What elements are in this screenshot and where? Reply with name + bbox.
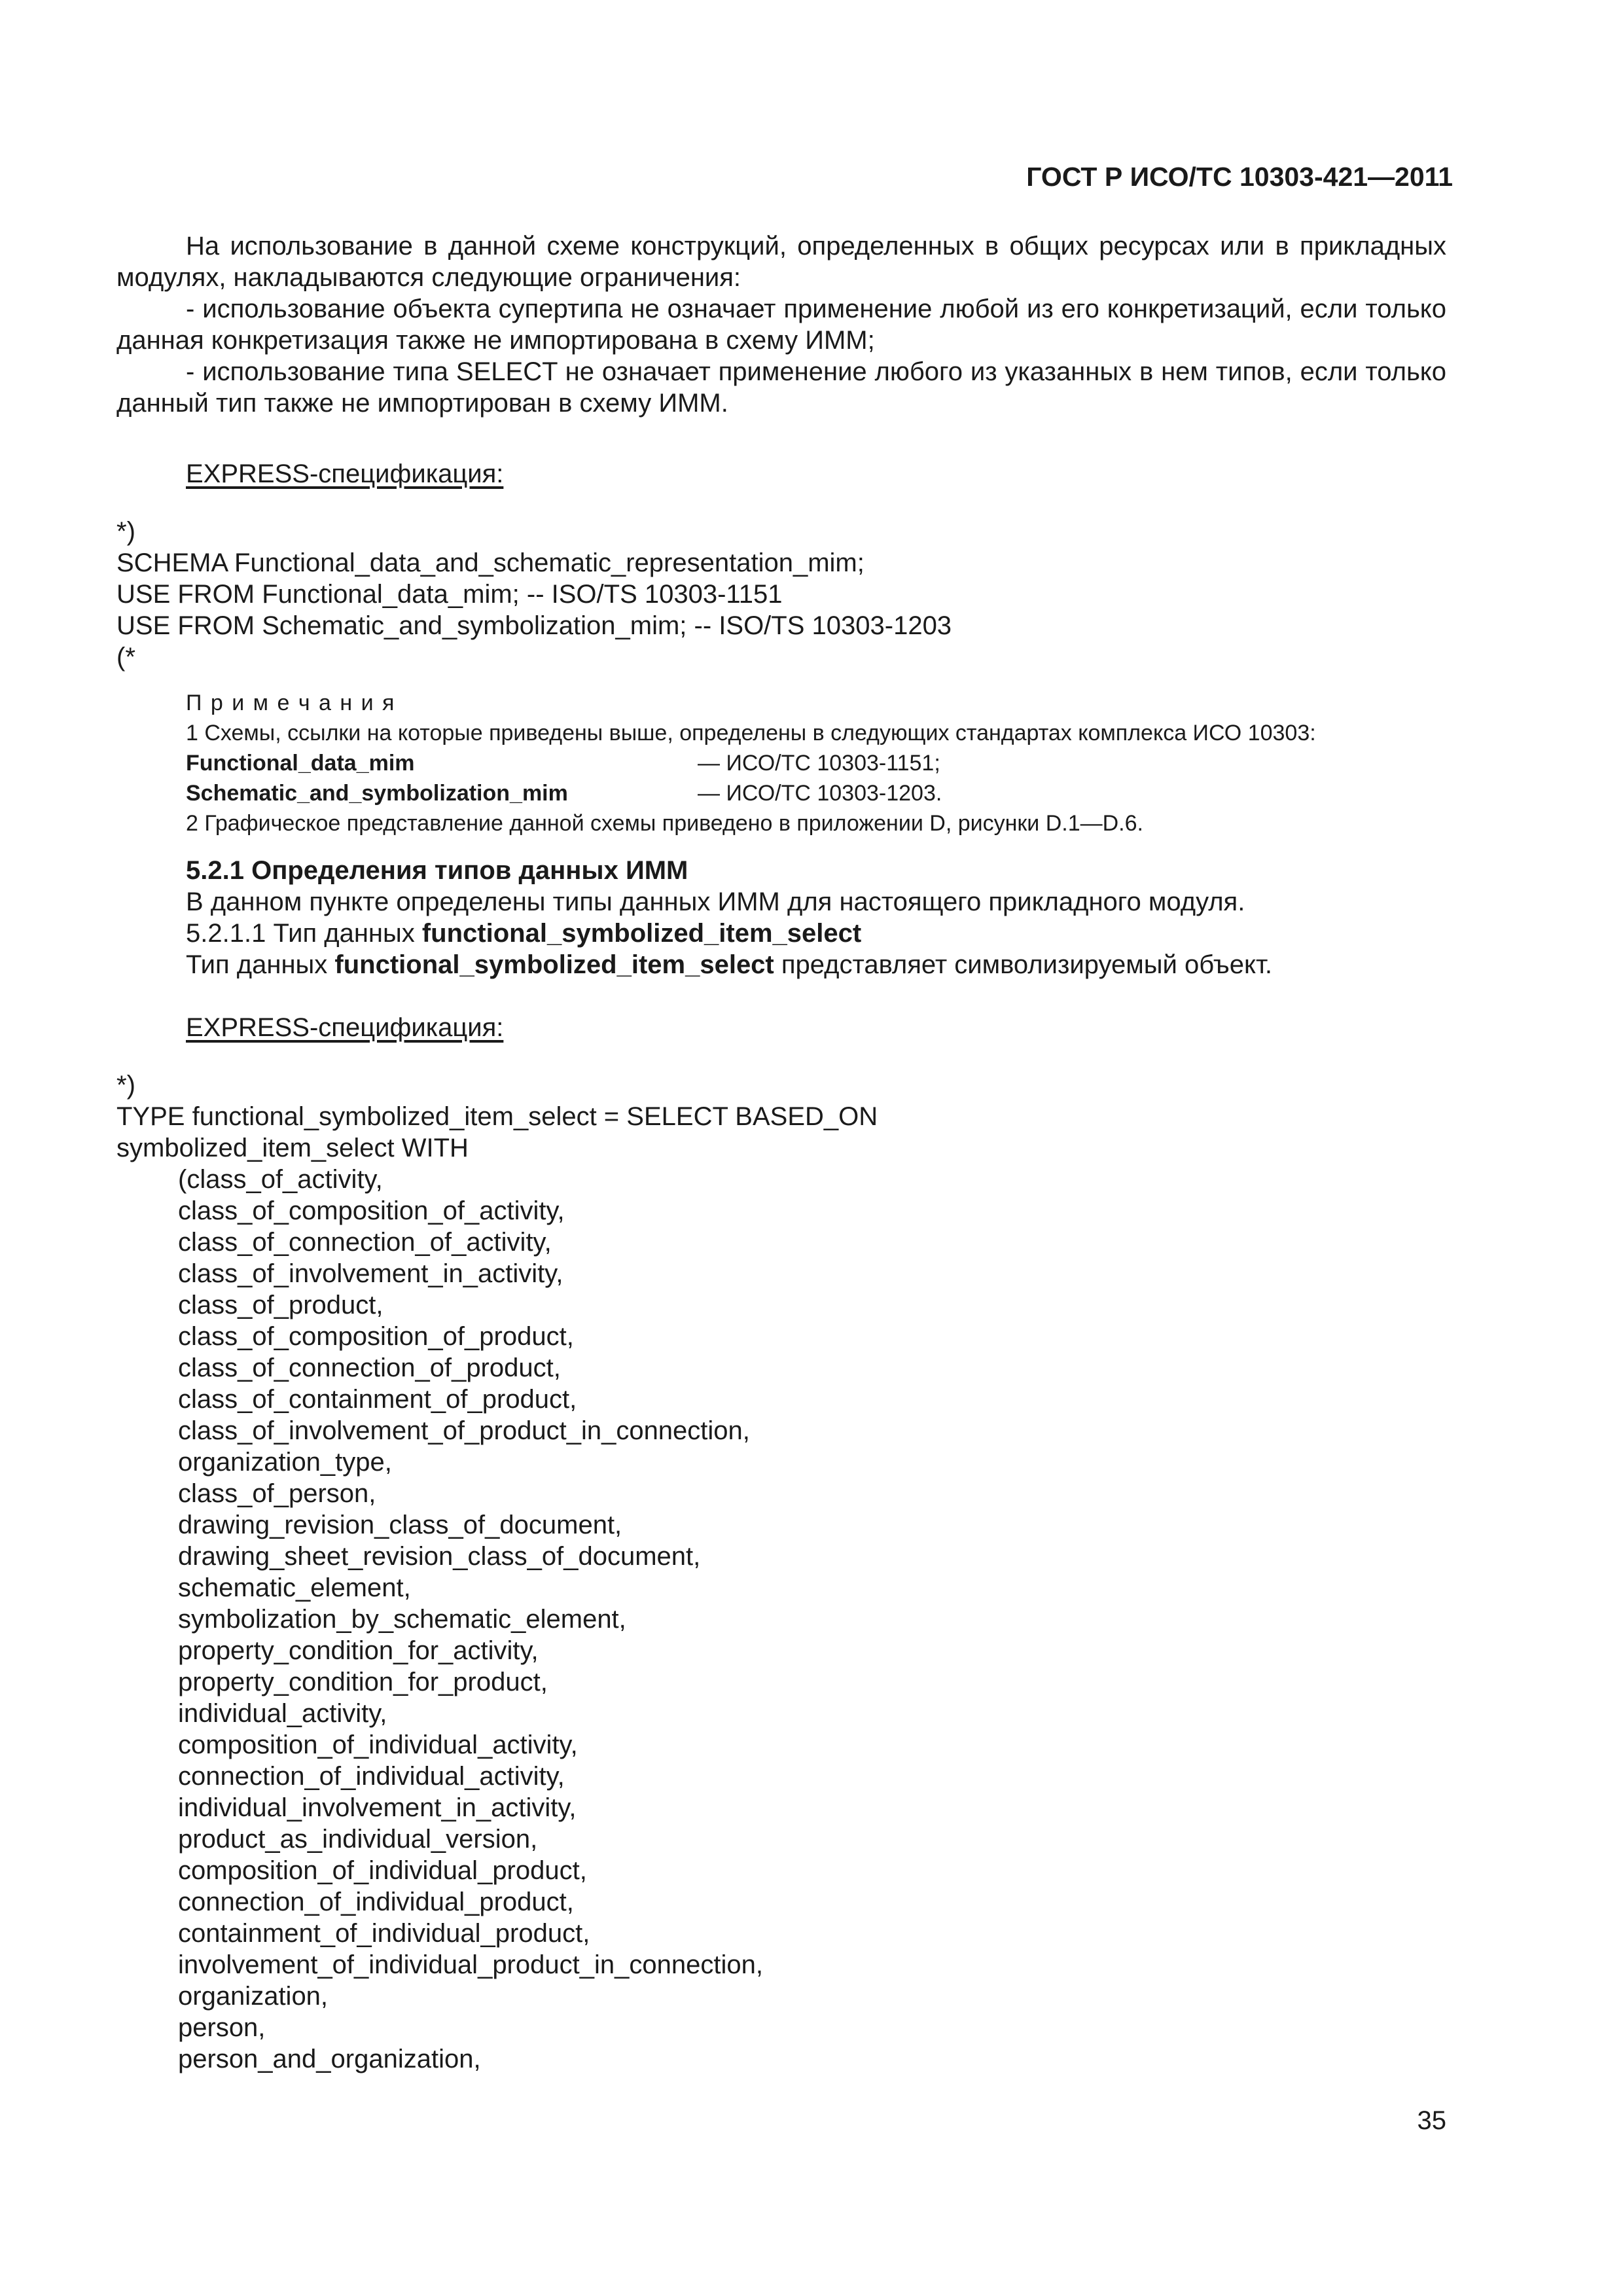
select-item: individual_involvement_in_activity, bbox=[178, 1793, 577, 1822]
select-item: connection_of_individual_product, bbox=[178, 1888, 574, 1916]
select-item: individual_activity, bbox=[178, 1699, 387, 1728]
select-item: involvement_of_individual_product_in_connection, bbox=[178, 1950, 763, 1979]
express-code-line: *) bbox=[116, 517, 135, 546]
select-item: class_of_containment_of_product, bbox=[178, 1385, 577, 1414]
note-ref-name: Functional_data_mim bbox=[186, 751, 415, 776]
express-code-line: USE FROM Functional_data_mim; -- ISO/TS 10303-1151 bbox=[116, 580, 783, 609]
express-code-line: *) bbox=[116, 1071, 135, 1100]
express-code-line: USE FROM Schematic_and_symbolization_mim; -- ISO/TS 10303-1203 bbox=[116, 611, 952, 640]
express-code-line: SCHEMA Functional_data_and_schematic_representation_mim; bbox=[116, 548, 865, 577]
select-item: person, bbox=[178, 2013, 266, 2042]
section-paragraph: В данном пункте определены типы данных ИММ для настоящего прикладного модуля. bbox=[186, 888, 1245, 916]
select-item: symbolization_by_schematic_element, bbox=[178, 1605, 626, 1634]
page-number: 35 bbox=[1417, 2106, 1446, 2135]
note-ref-standard: — ИСО/ТС 10303-1203. bbox=[698, 781, 942, 806]
select-item: schematic_element, bbox=[178, 1573, 411, 1602]
select-item: composition_of_individual_activity, bbox=[178, 1731, 578, 1759]
express-code-line: symbolized_item_select WITH bbox=[116, 1134, 469, 1162]
express-spec-label: EXPRESS-спецификация: bbox=[186, 459, 504, 488]
subsection-heading bbox=[186, 918, 861, 949]
select-item: class_of_person, bbox=[178, 1479, 376, 1508]
select-item: organization_type, bbox=[178, 1448, 392, 1477]
note-1: 1 Схемы, ссылки на которые приведены выше, определены в следующих стандартах комплекса ИСО 10303: bbox=[186, 721, 1316, 745]
select-item: class_of_composition_of_product, bbox=[178, 1322, 574, 1351]
note-ref-name: Schematic_and_symbolization_mim bbox=[186, 781, 568, 806]
type-name: functional_symbolized_item_select bbox=[334, 950, 774, 979]
select-item: containment_of_individual_product, bbox=[178, 1919, 590, 1948]
express-code-line: (* bbox=[116, 643, 135, 672]
select-item: class_of_product, bbox=[178, 1291, 383, 1319]
type-description-prefix: Тип данных bbox=[186, 950, 335, 979]
type-name: functional_symbolized_item_select bbox=[421, 919, 862, 948]
select-item: class_of_connection_of_product, bbox=[178, 1354, 561, 1382]
select-item: class_of_composition_of_activity, bbox=[178, 1196, 565, 1225]
select-item: class_of_connection_of_activity, bbox=[178, 1228, 552, 1257]
express-spec-label: EXPRESS-спецификация: bbox=[186, 1013, 504, 1042]
note-2: 2 Графическое представление данной схемы приведено в приложении D, рисунки D.1—D.6. bbox=[186, 811, 1143, 836]
type-description-suffix: представляет символизируемый объект. bbox=[774, 950, 1272, 979]
notes-title: П р и м е ч а н и я bbox=[186, 691, 396, 715]
select-item: property_condition_for_activity, bbox=[178, 1636, 539, 1665]
select-item: (class_of_activity, bbox=[178, 1165, 383, 1194]
running-header: ГОСТ Р ИСО/ТС 10303-421—2011 bbox=[1026, 162, 1453, 192]
note-ref-standard: — ИСО/ТС 10303-1151; bbox=[698, 751, 940, 776]
select-item: class_of_involvement_of_product_in_connection, bbox=[178, 1416, 750, 1445]
select-item: class_of_involvement_in_activity, bbox=[178, 1259, 563, 1288]
select-item: product_as_individual_version, bbox=[178, 1825, 538, 1854]
intro-paragraph: На использование в данной схеме конструкций, определенных в общих ресурсах или в прикладных модулях, накладываются следующие ограничения: bbox=[116, 232, 1446, 292]
express-type-declaration: TYPE functional_symbolized_item_select = SELECT BASED_ON bbox=[116, 1102, 878, 1131]
select-item: connection_of_individual_activity, bbox=[178, 1762, 565, 1791]
select-item: drawing_revision_class_of_document, bbox=[178, 1511, 622, 1539]
select-item: composition_of_individual_product, bbox=[178, 1856, 587, 1885]
select-item: property_condition_for_product, bbox=[178, 1668, 548, 1696]
select-item: person_and_organization, bbox=[178, 2045, 481, 2073]
subsection-number-text: 5.2.1.1 Тип данных bbox=[186, 919, 422, 948]
select-item: organization, bbox=[178, 1982, 329, 2011]
restriction-item-2: - использование типа SELECT не означает применение любого из указанных в нем типов, если только данный тип также не импортирован в схему ИММ. bbox=[116, 357, 1446, 418]
restriction-item-1: - использование объекта супертипа не означает применение любой из его конкретизаций, если только данная конкретизация также не импортирована в схему ИММ; bbox=[116, 295, 1446, 355]
type-description bbox=[186, 949, 1272, 980]
section-heading: 5.2.1 Определения типов данных ИММ bbox=[186, 856, 688, 885]
select-item: drawing_sheet_revision_class_of_document, bbox=[178, 1542, 701, 1571]
